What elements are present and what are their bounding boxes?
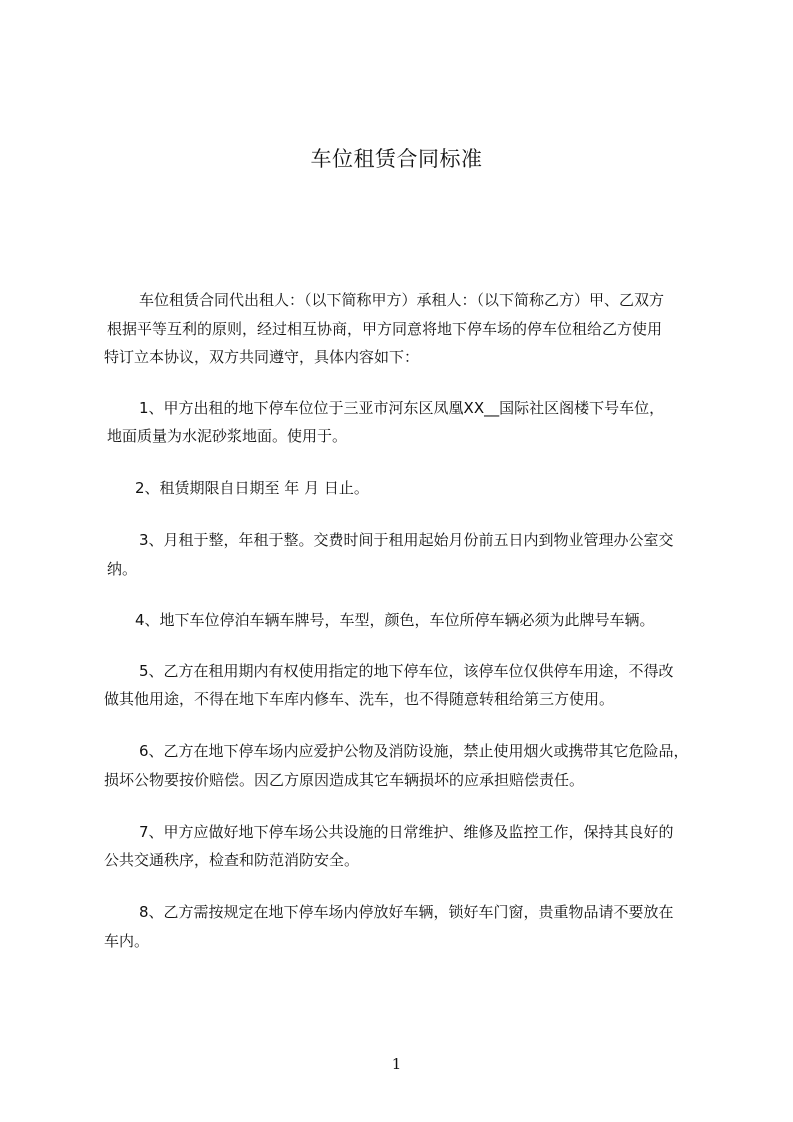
clause-line: 地面质量为水泥砂浆地面。使用于。: [107, 427, 348, 445]
clause-line: 损坏公物要按价赔偿。因乙方原因造成其它车辆损坏的应承担赔偿责任。: [104, 771, 585, 789]
page-number: 1: [391, 1055, 402, 1073]
document-title: 车位租赁合同标准: [310, 147, 483, 171]
clause-line: 车内。: [104, 932, 150, 950]
clause-line: 7、甲方应做好地下停车场公共设施的日常维护、维修及监控工作，保持其良好的: [139, 823, 674, 841]
clause-line: 纳。: [107, 560, 138, 578]
intro-line: 特订立本协议，双方共同遵守，具体内容如下：: [104, 348, 420, 366]
intro-line: 车位租赁合同代出租人：（以下简称甲方）承租人：（以下简称乙方）甲、乙双方: [139, 291, 665, 309]
clause-line: 4、地下车位停泊车辆车牌号，车型，颜色，车位所停车辆必须为此牌号车辆。: [135, 611, 655, 629]
clause-line: 1、甲方出租的地下停车位位于三亚市河东区凤凰XX__国际社区阁楼下号车位，: [139, 399, 665, 417]
clause-line: 8、乙方需按规定在地下停车场内停放好车辆，锁好车门窗，贵重物品请不要放在: [139, 903, 674, 921]
clause-line: 公共交通秩序，检查和防范消防安全。: [104, 851, 360, 869]
clause-line: 2、租赁期限自日期至 年 月 日止。: [135, 479, 369, 497]
clause-line: 5、乙方在租用期内有权使用指定的地下停车位，该停车位仅供停车用途，不得改: [139, 662, 674, 680]
clause-line: 做其他用途，不得在地下车库内修车、洗车，也不得随意转租给第三方使用。: [104, 690, 615, 708]
clause-line: 6、乙方在地下停车场内应爱护公物及消防设施，禁止使用烟火或携带其它危险品，: [139, 742, 689, 760]
intro-line: 根据平等互利的原则，经过相互协商，甲方同意将地下停车场的停车位租给乙方使用: [107, 320, 663, 338]
clause-line: 3、月租于整，年租于整。交费时间于租用起始月份前五日内到物业管理办公室交: [139, 531, 674, 549]
